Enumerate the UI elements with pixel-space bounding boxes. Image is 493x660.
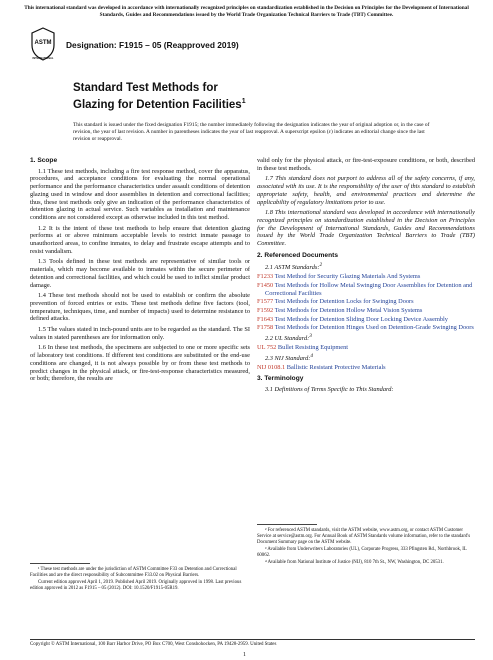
reference-code[interactable]: F1450 [257, 281, 274, 289]
right-column [257, 157, 475, 395]
footnote-4: ⁴ Available from National Institute of Justice (NIJ), 810 7th St., NW, Washington, DC 20531. [265, 560, 444, 566]
reference-title[interactable]: Test Methods for Detention Locks for Swinging Doors [274, 298, 414, 306]
astm-reference-list [257, 273, 475, 332]
definitions-subheading: 3.1 Definitions of Terms Specific to This Standard: [265, 385, 394, 393]
reference-code[interactable]: UL 752 [257, 343, 277, 351]
right-footnotes [257, 528, 475, 568]
ul-footnote-mark: 3 [309, 333, 312, 340]
paragraph-1-2: 1.2 It is the intent of these test methods to help ensure that detention glazing performs at or above minimum acceptable levels to restrict inmate passage to unauthorized areas, to confine inmates, to delay and frustrate escape attempts and to resist vandalism. [30, 224, 250, 255]
left-footnotes [30, 567, 250, 593]
paragraph-1-4: 1.4 These test methods should not be used to establish or confirm the absolute prevention of forced entries or exits. These test methods define five factors (tool, temperature, techniques, time, and number of impacts) used to determine resistance to defined attacks. [30, 292, 250, 323]
reference-title[interactable]: Bullet Resisting Equipment [277, 343, 349, 351]
paragraph-1-6: 1.6 In these test methods, the specimens are subjected to one or more specific sets of laboratory test conditions. If different test conditions are substituted or the end-use conditions are changed, it is not always possible by or from these test methods to predict changes in the physical attack, or fire-test-response characteristics measured, or both; therefore, the results are [30, 344, 250, 383]
nij-standard-label: 2.3 NIJ Standard: [265, 354, 311, 362]
document-title [73, 82, 246, 112]
reference-code[interactable]: F1758 [257, 324, 274, 332]
footnote-divider-left [30, 563, 90, 564]
svg-text:INTERNATIONAL: INTERNATIONAL [32, 57, 54, 60]
reference-code[interactable]: NIJ 0108.1 [257, 363, 286, 371]
nij-footnote-mark: 4 [310, 352, 314, 359]
footnote-2: ² For referenced ASTM standards, visit the ASTM website, www.astm.org, or contact ASTM Customer Service at service@astm.org. For Annual Book of ASTM Standards volume information, refer to the standard's Document Summary page on the ASTM website. [257, 528, 471, 546]
reference-code[interactable]: F1577 [257, 298, 274, 306]
paragraph-1-8: 1.8 This international standard was developed in accordance with internationally recognized principles on standardization established in the Decision on Principles for the Development of International Standards, Guides and Recommendations issued by the World Trade Organization Technical Barriers to Trade (TBT) Committee. [257, 209, 475, 248]
left-column [30, 157, 250, 386]
reference-code[interactable]: F1643 [257, 315, 274, 323]
astm-reference-item[interactable] [257, 316, 475, 324]
page-bottom-rule [30, 639, 475, 640]
astm-reference-item[interactable] [257, 282, 475, 297]
nij-standard-subheading [257, 353, 475, 363]
astm-standards-subheading [257, 262, 475, 272]
ul-standard-subheading [257, 333, 475, 343]
issuance-note: This standard is issued under the fixed designation F1915; the number immediately following the designation indicates the year of original adoption or, in the case of revision, the year of last revision. A number in parentheses indicates the year of last reapproval. A superscript epsilon (ε) indicates an editorial change since the last revision or reapproval. [73, 122, 430, 142]
footnote-1-edition: Current edition approved April 1, 2019. Published April 2019. Originally approved in 1998. Last previous edition approved in 2012 as F1915 – 05 (2012). DOI: 10.1520/F1915-05R19. [30, 580, 242, 592]
reference-title[interactable]: Test Methods for Detention Hinges Used on Detention-Grade Swinging Doors [274, 324, 474, 332]
paragraph-1-3: 1.3 Tools defined in these test methods are representative of similar tools or materials, which may become available to inmates within the secure perimeter of detention and correctional facilities, and which could be used to inflict similar product damage. [30, 258, 250, 289]
title-line-1: Standard Test Methods for [73, 82, 218, 94]
svg-text:ASTM: ASTM [34, 40, 52, 46]
footnote-divider-right [257, 524, 317, 525]
footnote-3: ³ Available from Underwriters Laboratories (UL), Corporate Progress, 333 Pfingsten Rd., Northbrook, IL 60062. [257, 547, 467, 559]
page-number: 1 [243, 652, 246, 658]
reference-title[interactable]: Test Methods for Detention Sliding Door Locking Device Assembly [274, 315, 448, 323]
ul-standard-label: 2.2 UL Standard: [265, 335, 310, 343]
reference-code[interactable]: F1592 [257, 307, 274, 315]
astm-reference-item[interactable] [257, 298, 475, 306]
wto-notice: This international standard was developed in accordance with internationally recognized principles on standardization established in the Decision on Principles for the Development of International Standards, Guides and Recommendations issued by the World Trade Organization Technical Barriers to Trade (TBT) Committee. [24, 5, 469, 18]
paragraph-1-7: 1.7 This standard does not purport to address all of the safety concerns, if any, associated with its use. It is the responsibility of the user of this standard to establish appropriate safety, health, and environmental practices and determine the applicability of regulatory limitations prior to use. [257, 175, 475, 206]
reference-title[interactable]: Ballistic Resistant Protective Materials [286, 363, 386, 371]
paragraph-1-1: 1.1 These test methods, including a fire test response method, cover the apparatus, procedures, and acceptance conditions for evaluating the normal operational performance and the performance characteristics under assault conditions of detention glazing used in window and door assemblies in detention and correctional facilities; thus, these test methods only give an indication of the performance characteristics of detention glazing in actual service. Such variables as installation and maintenance conditions are not considered except as otherwise included in this test method. [30, 167, 250, 221]
title-line-2-text: Glazing for Detention Facilities [73, 98, 242, 111]
copyright-line: Copyright © ASTM International, 100 Barr Harbor Drive, PO Box C700, West Conshohocken, PA 19428-2959. United States [30, 642, 277, 647]
title-footnote-mark: 1 [241, 98, 246, 105]
astm-reference-item[interactable] [257, 273, 475, 281]
astm-reference-item[interactable] [257, 307, 475, 315]
nij-reference[interactable] [257, 364, 475, 372]
section-terminology-heading: 3. Terminology [257, 375, 304, 383]
astm-reference-item[interactable] [257, 324, 475, 332]
designation: Designation: F1915 – 05 (Reapproved 2019) [66, 40, 239, 50]
footnote-1: ¹ These test methods are under the jurisdiction of ASTM Committee F33 on Detention and Correctional Facilities and are the direct responsibility of Subcommittee F33.02 on Physical Barriers. [30, 567, 237, 579]
reference-code[interactable]: F1233 [257, 273, 274, 281]
reference-title[interactable]: Test Method for Security Glazing Materials And Systems [274, 273, 421, 281]
title-line-2 [73, 95, 246, 112]
astm-logo [30, 27, 56, 61]
reference-title[interactable]: Test Methods for Hollow Metal Swinging Door Assemblies for Detention and Correctional Facilities [265, 281, 473, 297]
paragraph-1-5: 1.5 The values stated in inch-pound units are to be regarded as the standard. The SI values in stated parentheses are for information only. [30, 326, 250, 341]
section-scope-heading: 1. Scope [30, 157, 58, 164]
astm-standards-label: 2.1 ASTM Standards: [265, 264, 320, 272]
ul-reference[interactable] [257, 344, 475, 352]
astm-footnote-mark: 2 [319, 262, 323, 269]
reference-title[interactable]: Test Methods for Detention Hollow Metal Vision Systems [274, 307, 423, 315]
paragraph-1-6-continued: valid only for the physical attack, or fire-test-exposure conditions, or both, described in these test methods. [257, 157, 475, 172]
section-referenced-documents-heading: 2. Referenced Documents [257, 251, 338, 259]
